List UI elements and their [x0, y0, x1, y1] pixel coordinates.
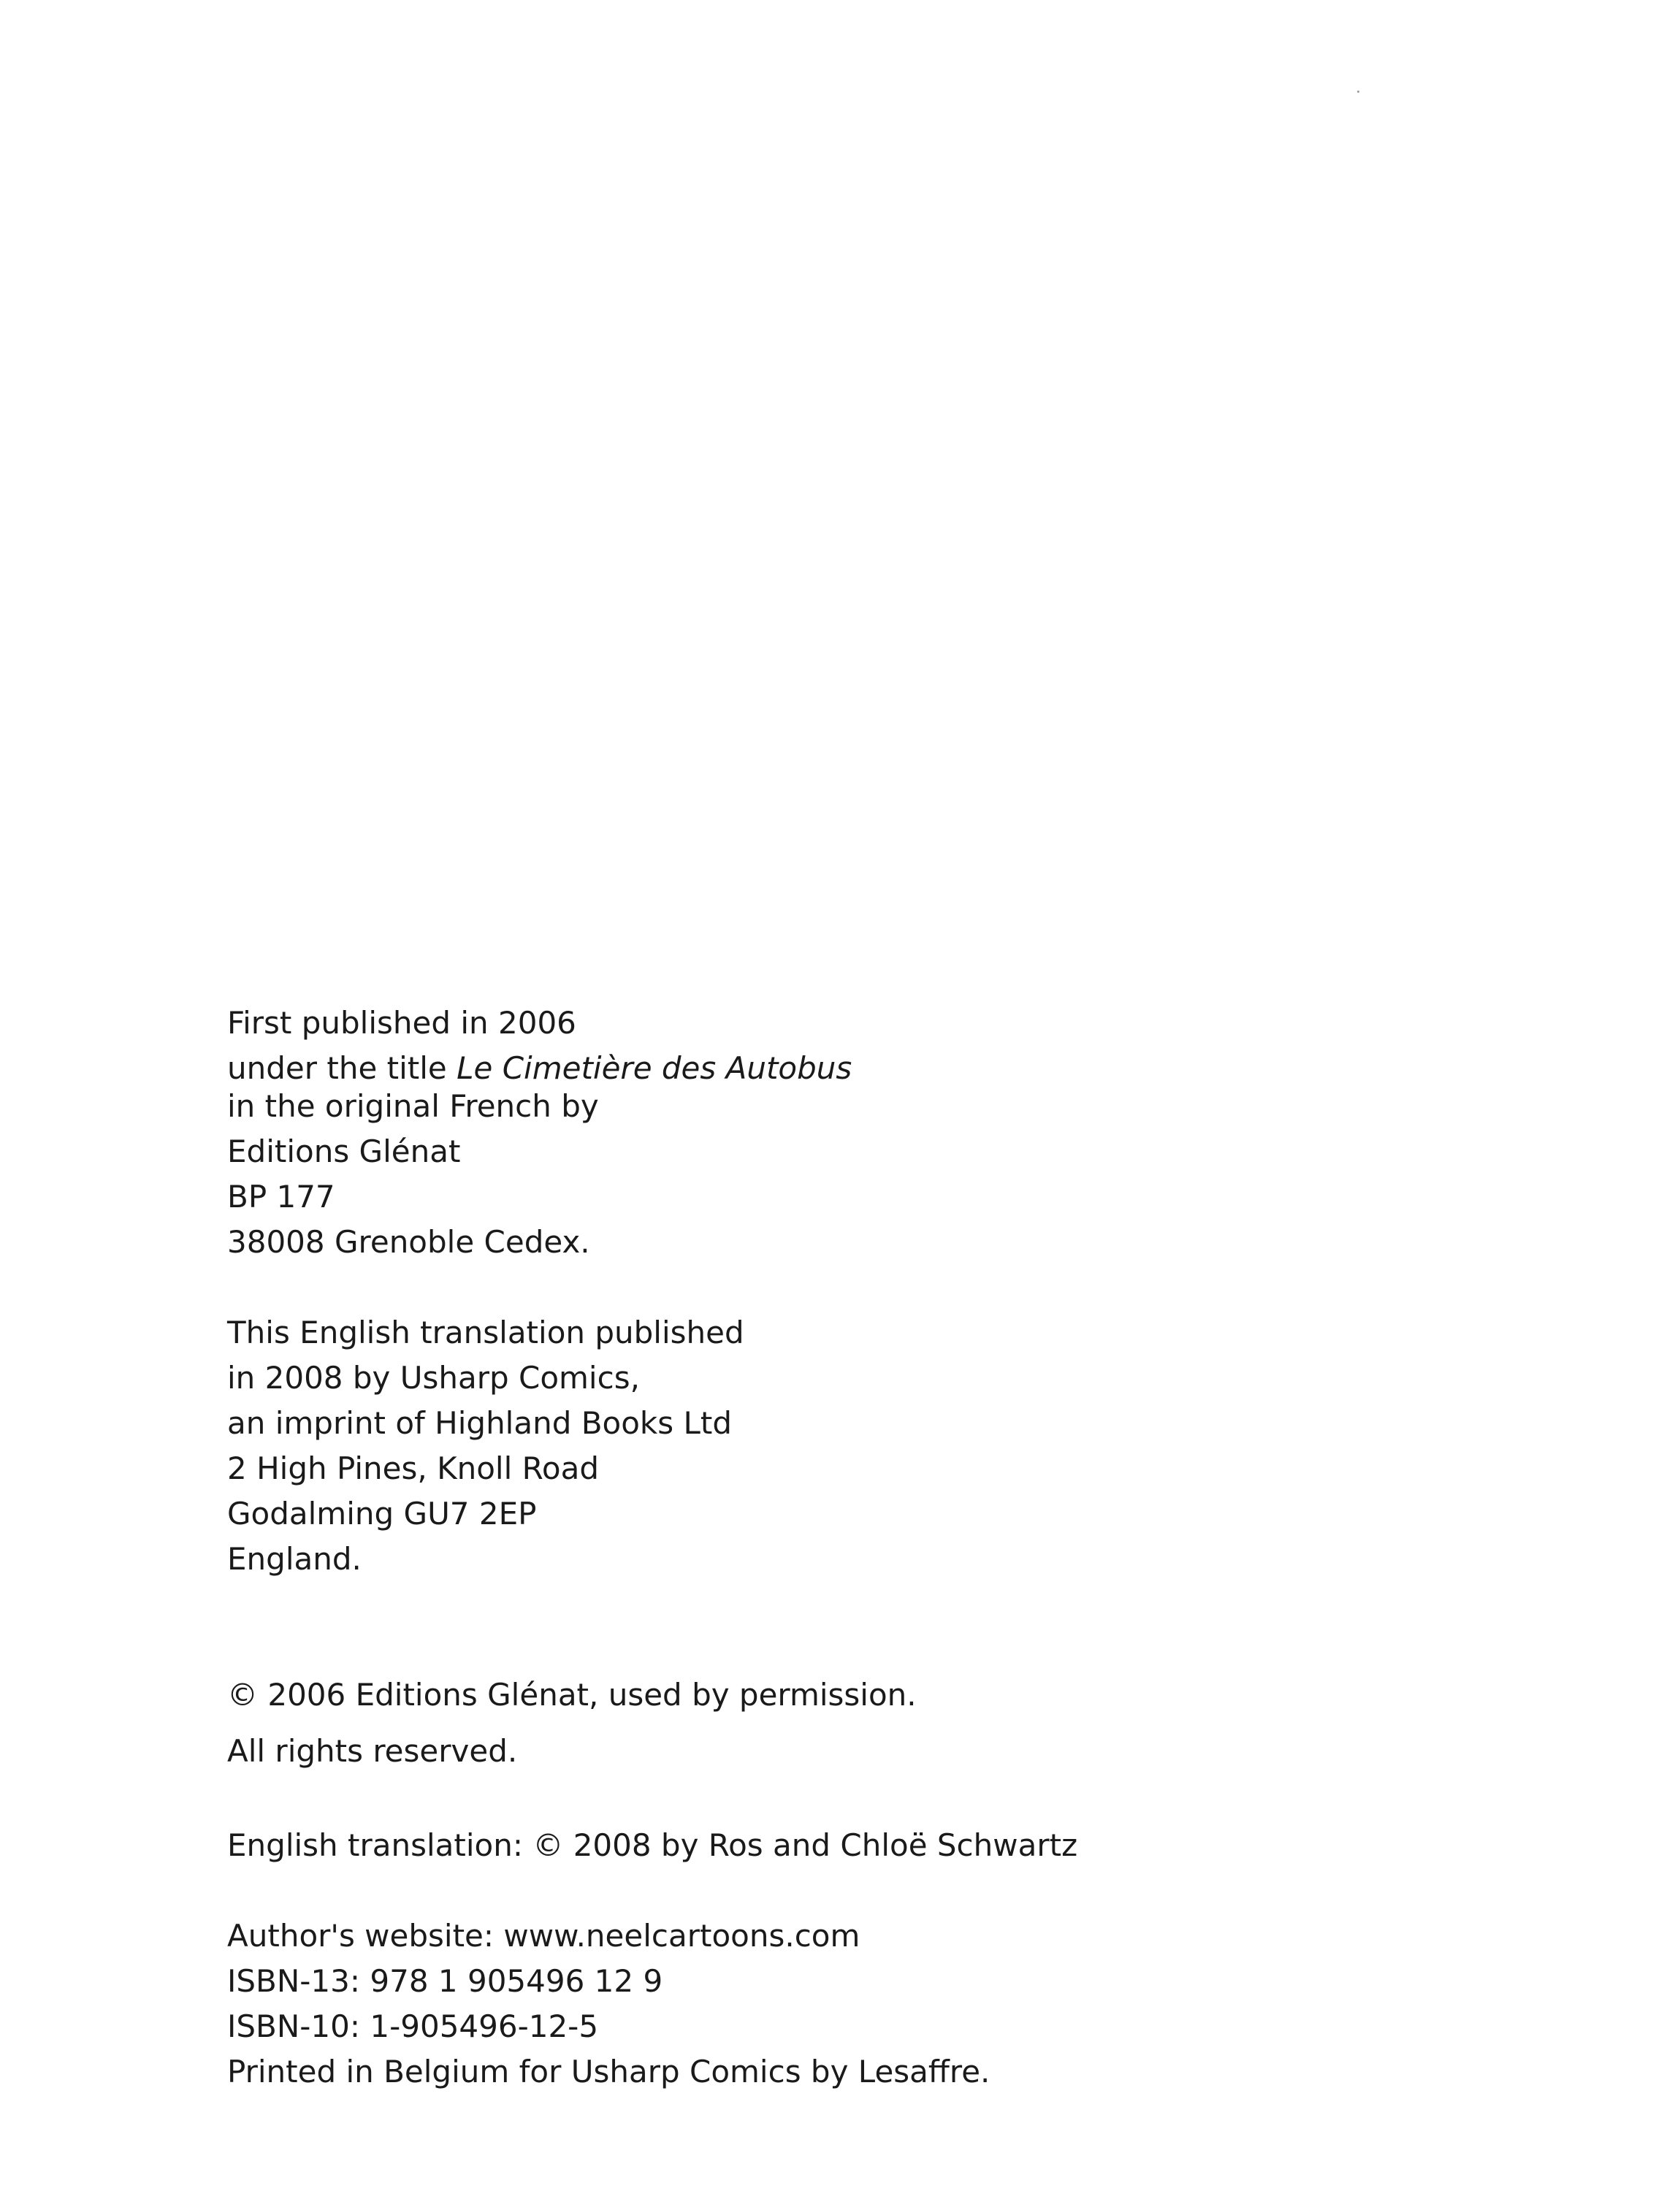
- imprint-line: an imprint of Highland Books Ltd: [227, 1405, 733, 1441]
- translation-credit-line: English translation: © 2008 by Ros and Chloë Schwartz: [227, 1827, 1078, 1863]
- original-title-prefix: under the title: [227, 1050, 457, 1086]
- original-po-box-line: BP 177: [227, 1179, 335, 1215]
- original-publisher-line: Editions Glénat: [227, 1133, 461, 1169]
- copyright-line: © 2006 Editions Glénat, used by permission.: [227, 1677, 917, 1713]
- author-website-line: Author's website: www.neelcartoons.com: [227, 1918, 860, 1954]
- original-language-line: in the original French by: [227, 1088, 599, 1124]
- usharp-comics-line: in 2008 by Usharp Comics,: [227, 1360, 640, 1396]
- translation-published-line: This English translation published: [227, 1315, 744, 1350]
- first-published-line: First published in 2006: [227, 1005, 576, 1041]
- page-speck: [1357, 91, 1359, 93]
- isbn-13-line: ISBN-13: 978 1 905496 12 9: [227, 1963, 663, 1999]
- rights-reserved-line: All rights reserved.: [227, 1733, 518, 1769]
- address-country-line: England.: [227, 1541, 362, 1577]
- address-town-line: Godalming GU7 2EP: [227, 1496, 537, 1532]
- original-title: Le Cimetière des Autobus: [457, 1050, 852, 1086]
- isbn-10-line: ISBN-10: 1-905496-12-5: [227, 2008, 599, 2044]
- address-street-line: 2 High Pines, Knoll Road: [227, 1450, 600, 1486]
- original-city-line: 38008 Grenoble Cedex.: [227, 1224, 590, 1260]
- original-title-line: [227, 1050, 852, 1086]
- printed-line: Printed in Belgium for Usharp Comics by Lesaffre.: [227, 2054, 990, 2089]
